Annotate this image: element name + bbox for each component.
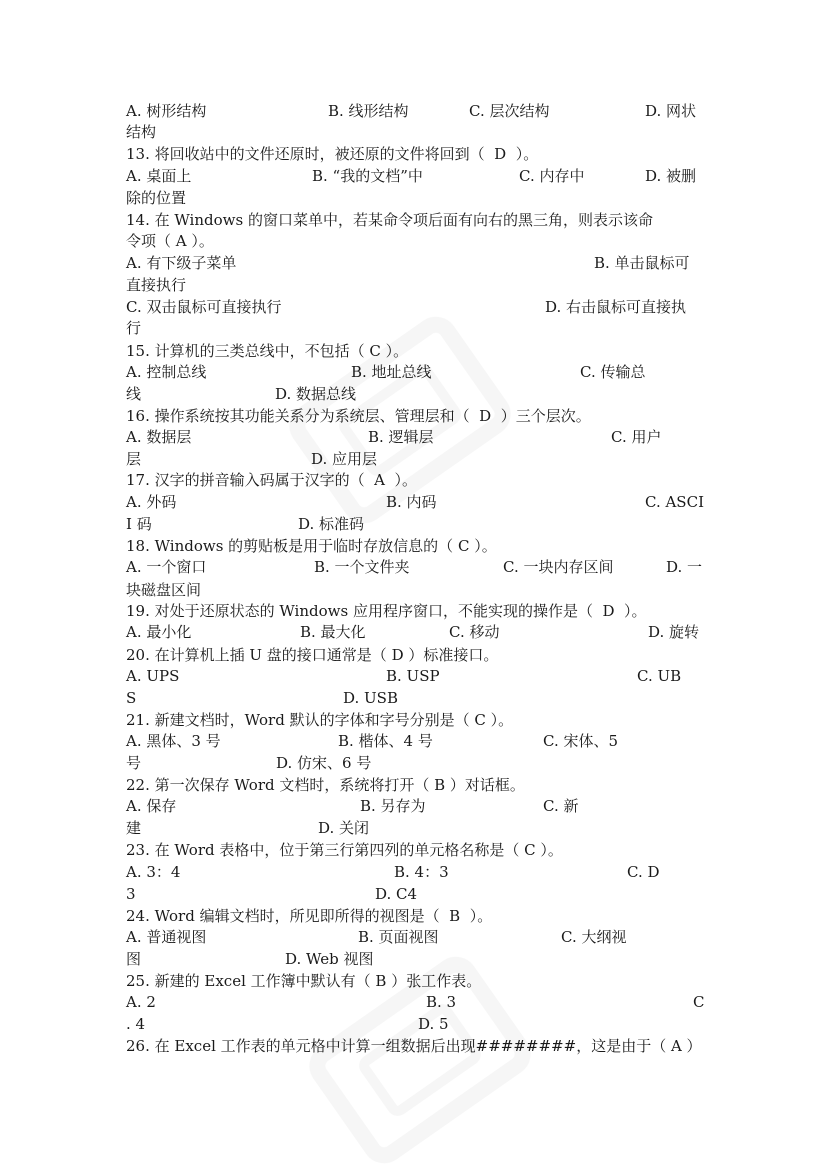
text-line: A. 3：4: [126, 863, 181, 881]
text-line: A. UPS: [126, 667, 180, 685]
text-line: D. 被删: [645, 167, 697, 185]
text-line: B. 另存为: [360, 797, 426, 815]
text-line: A. 保存: [126, 797, 177, 815]
text-line: C. 宋体、5: [543, 732, 619, 750]
text-line: A. 控制总线: [126, 363, 207, 381]
text-line: B. 最大化: [300, 623, 366, 641]
text-line: B. 内码: [386, 493, 437, 511]
text-line: D. 旋转: [648, 623, 700, 641]
text-line: D. 仿宋、6 号: [276, 754, 372, 772]
text-line: B. 3: [426, 993, 457, 1011]
text-line: A. 一个窗口: [126, 558, 207, 576]
text-line: 号: [126, 754, 142, 772]
text-line: C. 新: [543, 797, 579, 815]
text-line: B. “我的文档”中: [312, 167, 423, 185]
text-line: . 4: [126, 1015, 146, 1033]
text-line: 18. Windows 的剪贴板是用于临时存放信息的（ C ）。: [126, 537, 497, 555]
text-line: 24. Word 编辑文档时，所见即所得的视图是（ B ）。: [126, 907, 493, 925]
text-line: 图: [126, 950, 142, 968]
text-line: 块磁盘区间: [126, 581, 202, 599]
text-line: 线: [126, 385, 142, 403]
text-line: A. 普通视图: [126, 928, 207, 946]
text-line: C. 用户: [611, 428, 662, 446]
text-line: C. 传输总: [580, 363, 646, 381]
text-line: D. 右击鼠标可直接执: [545, 298, 687, 316]
text-line: A. 最小化: [126, 623, 192, 641]
text-line: 令项（ A ）。: [126, 232, 214, 250]
text-line: 建: [126, 819, 142, 837]
text-line: D. C4: [375, 885, 418, 903]
text-line: S: [126, 689, 137, 707]
text-line: D. 关闭: [318, 819, 370, 837]
text-line: D. Web 视图: [285, 950, 374, 968]
text-line: C: [693, 993, 705, 1011]
text-line: B. 4：3: [394, 863, 449, 881]
text-line: 21. 新建文档时，Word 默认的字体和字号分别是（ C ）。: [126, 711, 514, 729]
text-line: 层: [126, 450, 142, 468]
text-line: I 码: [126, 515, 152, 533]
text-line: B. 地址总线: [351, 363, 432, 381]
text-line: C. 大纲视: [561, 928, 627, 946]
text-line: 结构: [126, 123, 157, 141]
text-line: 22. 第一次保存 Word 文档时，系统将打开（ B ）对话框。: [126, 776, 525, 794]
text-line: D. 标准码: [298, 515, 365, 533]
text-line: C. 一块内存区间: [503, 558, 614, 576]
text-line: 26. 在 Excel 工作表的单元格中计算一组数据后出现########，这是由于（ A ）: [126, 1037, 702, 1055]
text-line: 3: [126, 885, 136, 903]
text-line: D. 网状: [645, 102, 697, 120]
text-line: B. 一个文件夹: [314, 558, 410, 576]
text-line: D. USB: [343, 689, 398, 707]
text-line: A. 桌面上: [126, 167, 192, 185]
text-line: D. 应用层: [311, 450, 378, 468]
text-line: C. 层次结构: [469, 102, 550, 120]
text-line: 行: [126, 319, 142, 337]
text-line: D. 数据总线: [275, 385, 357, 403]
text-line: A. 树形结构: [126, 102, 207, 120]
text-line: D. 一: [666, 558, 703, 576]
text-line: 13. 将回收站中的文件还原时，被还原的文件将回到（ D ）。: [126, 145, 539, 163]
text-line: C. D: [627, 863, 660, 881]
text-line: C. 移动: [449, 623, 500, 641]
text-line: B. USP: [386, 667, 440, 685]
text-line: A. 2: [126, 993, 156, 1011]
text-line: B. 线形结构: [328, 102, 409, 120]
text-line: 23. 在 Word 表格中，位于第三行第四列的单元格名称是（ C ）。: [126, 841, 563, 859]
text-line: 17. 汉字的拼音输入码属于汉字的（ A ）。: [126, 471, 418, 489]
text-line: B. 楷体、4 号: [338, 732, 433, 750]
text-line: A. 数据层: [126, 428, 192, 446]
text-line: A. 黑体、3 号: [126, 732, 221, 750]
text-line: 20. 在计算机上插 U 盘的接口通常是（ D ）标准接口。: [126, 646, 499, 664]
text-line: 14. 在 Windows 的窗口菜单中，若某命令项后面有向右的黑三角，则表示该命: [126, 211, 653, 229]
text-line: C. UB: [637, 667, 682, 685]
text-line: D. 5: [418, 1015, 449, 1033]
text-line: 除的位置: [126, 189, 187, 207]
text-line: A. 有下级子菜单: [126, 254, 237, 272]
text-line: 19. 对处于还原状态的 Windows 应用程序窗口，不能实现的操作是（ D ）。: [126, 602, 647, 620]
text-line: 直接执行: [126, 276, 187, 294]
text-line: C. 内存中: [519, 167, 585, 185]
text-line: A. 外码: [126, 493, 177, 511]
text-line: 16. 操作系统按其功能关系分为系统层、管理层和（ D ）三个层次。: [126, 407, 591, 425]
text-line: B. 页面视图: [358, 928, 439, 946]
text-line: B. 逻辑层: [368, 428, 434, 446]
text-line: B. 单击鼠标可: [594, 254, 690, 272]
text-line: C. 双击鼠标可直接执行: [126, 298, 282, 316]
text-line: C. ASCI: [645, 493, 704, 511]
text-line: 15. 计算机的三类总线中，不包括（ C ）。: [126, 342, 409, 360]
text-line: 25. 新建的 Excel 工作簿中默认有（ B ）张工作表。: [126, 972, 482, 990]
